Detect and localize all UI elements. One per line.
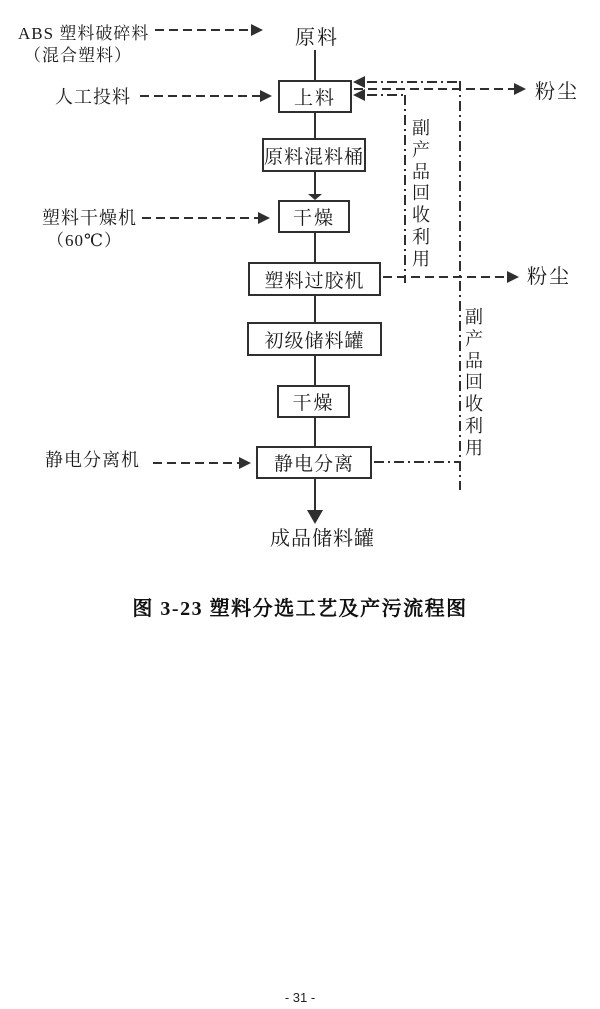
connector-dry2-to-esep <box>314 418 316 446</box>
esep-machine-arrow-icon <box>239 457 251 469</box>
electrostatic-separation-box: 静电分离 <box>256 446 372 479</box>
manual-feed-arrow-icon <box>260 90 272 102</box>
esep-machine-label: 静电分离机 <box>45 450 140 470</box>
primary-tank-box: 初级储料罐 <box>247 322 382 356</box>
abs-material-label-line2: （混合塑料） <box>24 46 132 65</box>
manual-feed-label: 人工投料 <box>55 87 131 107</box>
plastic-dryer-label-line1: 塑料干燥机 <box>42 208 137 228</box>
feed-box: 上料 <box>278 80 352 113</box>
connector-esep-to-finished <box>314 479 316 512</box>
connector-dry1-to-glue <box>314 233 316 262</box>
connector-feed-to-mix <box>314 113 316 138</box>
connector-raw-to-feed <box>314 50 316 80</box>
connector-mix-to-dry1 <box>314 172 316 195</box>
esep-machine-dashed-line <box>153 462 239 464</box>
raw-material-label: 原料 <box>295 27 339 49</box>
abs-input-arrow-icon <box>251 24 263 36</box>
arrow-down-finished-icon <box>307 510 323 524</box>
connector-tank-to-dry2 <box>314 356 316 385</box>
dust-mid-dashed-line <box>383 276 507 278</box>
manual-feed-dashed-line <box>140 95 260 97</box>
dryer-arrow-icon <box>258 212 270 224</box>
page-number: - 31 - <box>284 990 316 1005</box>
dust-label-top: 粉尘 <box>535 81 579 103</box>
dryer-dashed-line <box>142 217 258 219</box>
recycle-outer-bottom-line <box>374 461 460 463</box>
recycle-outer-arrow-icon <box>353 76 365 88</box>
abs-input-dashed-line <box>155 29 251 31</box>
dust-top-arrow-icon <box>514 83 526 95</box>
recycle-outer-vertical-line <box>459 81 461 490</box>
recycle-inner-arrow-icon <box>353 89 365 101</box>
byproduct-recycle-label-inner: 副产品回收利用 <box>412 118 430 269</box>
glue-machine-box: 塑料过胶机 <box>248 262 381 296</box>
byproduct-recycle-label-outer: 副产品回收利用 <box>465 307 483 458</box>
dry-box-1: 干燥 <box>278 200 350 233</box>
recycle-inner-top-line <box>367 94 406 96</box>
dry-box-2: 干燥 <box>277 385 350 418</box>
finished-tank-label: 成品储料罐 <box>270 528 375 550</box>
dust-mid-arrow-icon <box>507 271 519 283</box>
figure-caption: 图 3-23 塑料分选工艺及产污流程图 <box>132 598 468 620</box>
connector-glue-to-tank <box>314 296 316 322</box>
dust-label-mid: 粉尘 <box>527 266 571 288</box>
recycle-outer-top-line <box>367 81 460 83</box>
recycle-inner-vertical-line <box>404 95 406 283</box>
mix-barrel-box: 原料混料桶 <box>262 138 366 172</box>
plastic-dryer-label-line2: （60℃） <box>47 231 123 250</box>
abs-material-label-line1: ABS 塑料破碎料 <box>18 24 150 43</box>
dust-top-dashed-line <box>354 88 514 90</box>
